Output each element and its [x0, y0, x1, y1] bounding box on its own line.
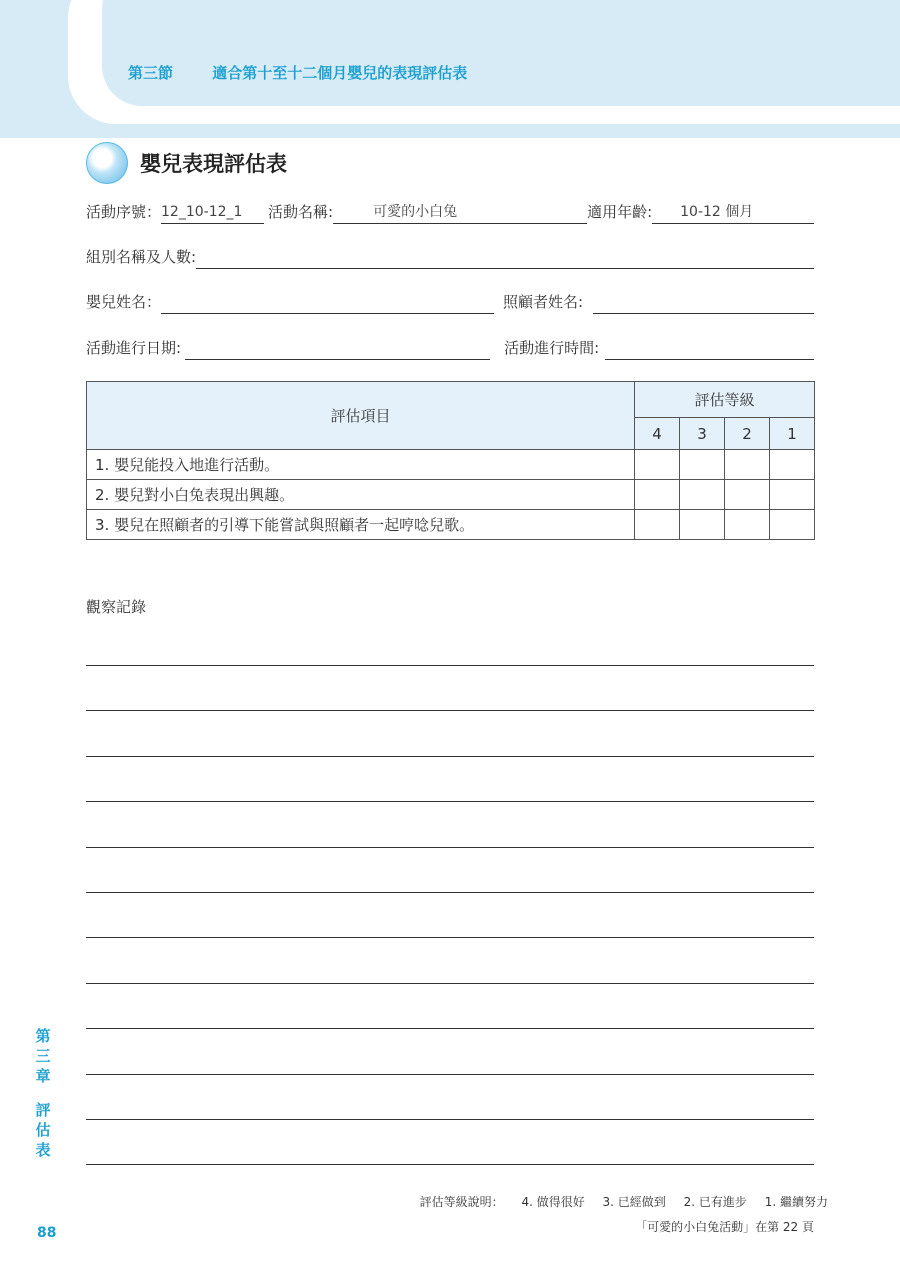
- observation-line[interactable]: [86, 983, 814, 984]
- legend-item: 1. 繼續努力: [764, 1195, 828, 1209]
- observation-line[interactable]: [86, 801, 814, 802]
- observation-line[interactable]: [86, 1074, 814, 1075]
- baby-name-field[interactable]: [161, 292, 494, 314]
- carer-name-field[interactable]: [593, 292, 814, 314]
- baby-name-label: 嬰兒姓名：: [86, 293, 162, 311]
- field-row-group: [86, 245, 814, 269]
- side-tab-char: 第: [35, 1027, 51, 1045]
- side-tab-char: 估: [35, 1121, 51, 1139]
- field-row-datetime: [86, 336, 814, 360]
- grade-cell[interactable]: [725, 480, 770, 510]
- table-row: [87, 450, 815, 480]
- section-label: 第三節: [128, 64, 174, 82]
- side-tab-char: 章: [35, 1067, 51, 1085]
- side-tab-char: 表: [35, 1141, 51, 1159]
- reference-note: 「可愛的小白兔活動」在第 22 頁: [635, 1220, 814, 1234]
- grade-cell[interactable]: [680, 510, 725, 540]
- section-title: [128, 62, 467, 83]
- observation-line[interactable]: [86, 665, 814, 666]
- date-label: 活動進行日期:: [86, 339, 182, 357]
- side-tab-char: 評: [35, 1101, 51, 1119]
- observation-line[interactable]: [86, 892, 814, 893]
- grade-3-header: 3: [680, 418, 725, 450]
- legend-title: 評估等級說明：: [419, 1195, 504, 1209]
- grade-cell[interactable]: [680, 450, 725, 480]
- legend-item: 2. 已有進步: [683, 1195, 747, 1209]
- time-label: 活動進行時間:: [504, 339, 600, 357]
- activity-name-field[interactable]: 可愛的小白兔: [333, 202, 587, 224]
- grade-2-header: 2: [725, 418, 770, 450]
- observation-line[interactable]: [86, 1119, 814, 1120]
- observation-line[interactable]: [86, 937, 814, 938]
- form-heading: [86, 140, 287, 186]
- age-label: 適用年齡:: [587, 203, 653, 221]
- carer-name-label: 照顧者姓名:: [503, 293, 584, 311]
- observation-line[interactable]: [86, 847, 814, 848]
- form-title: 嬰兒表現評估表: [140, 152, 287, 176]
- grade-cell[interactable]: [725, 510, 770, 540]
- field-row-activity: [86, 200, 814, 224]
- legend-item: 3. 已經做到: [602, 1195, 666, 1209]
- table-row: [87, 510, 815, 540]
- page-number: 88: [37, 1225, 57, 1241]
- evaluation-table: [86, 381, 815, 540]
- table-row: [87, 480, 815, 510]
- activity-name-label: 活動名稱:: [268, 203, 334, 221]
- time-field[interactable]: [605, 338, 814, 360]
- grade-cell[interactable]: [635, 480, 680, 510]
- field-row-names: [86, 290, 814, 314]
- item-header: 評估項目: [87, 382, 635, 450]
- item-text: 2. 嬰兒對小白兔表現出興趣。: [87, 480, 635, 510]
- grade-cell[interactable]: [635, 450, 680, 480]
- age-field[interactable]: 10-12 個月: [652, 202, 814, 224]
- grade-header: 評估等級: [635, 382, 815, 418]
- activity-no-field[interactable]: 12_10-12_1: [161, 202, 264, 224]
- header-card: [102, 0, 900, 106]
- legend-item: 4. 做得很好: [521, 1195, 585, 1209]
- grade-legend: [420, 1193, 828, 1210]
- grade-cell[interactable]: [725, 450, 770, 480]
- observation-line[interactable]: [86, 1164, 814, 1165]
- observation-line[interactable]: [86, 756, 814, 757]
- grade-4-header: 4: [635, 418, 680, 450]
- observation-line[interactable]: [86, 1028, 814, 1029]
- grade-1-header: 1: [770, 418, 815, 450]
- date-field[interactable]: [185, 338, 490, 360]
- grade-cell[interactable]: [635, 510, 680, 540]
- side-tab: [33, 1026, 53, 1160]
- grade-cell[interactable]: [770, 450, 815, 480]
- item-text: 3. 嬰兒在照顧者的引導下能嘗試與照顧者一起哼唸兒歌。: [87, 510, 635, 540]
- grade-cell[interactable]: [770, 480, 815, 510]
- grade-cell[interactable]: [770, 510, 815, 540]
- group-label: 組別名稱及人數:: [86, 248, 197, 266]
- activity-no-label: 活動序號：: [86, 203, 162, 221]
- item-text: 1. 嬰兒能投入地進行活動。: [87, 450, 635, 480]
- side-tab-char: 三: [35, 1047, 51, 1065]
- grade-cell[interactable]: [680, 480, 725, 510]
- bubble-icon: [86, 142, 128, 184]
- observation-line[interactable]: [86, 710, 814, 711]
- section-heading: 適合第十至十二個月嬰兒的表現評估表: [212, 64, 468, 82]
- group-field[interactable]: [196, 247, 814, 269]
- observation-label: 觀察記錄: [86, 598, 147, 616]
